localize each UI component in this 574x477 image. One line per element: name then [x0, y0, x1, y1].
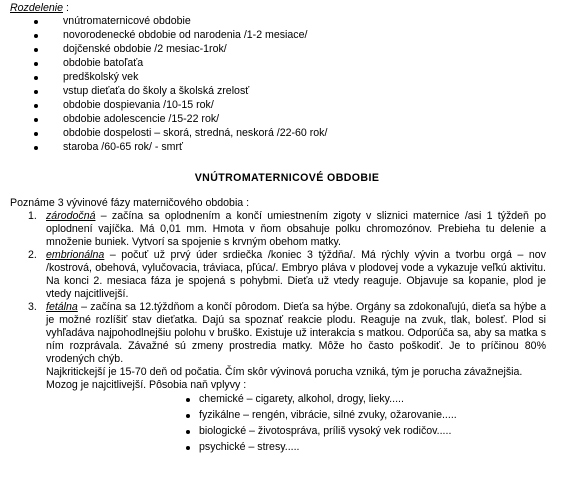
influences-list: [46, 393, 546, 457]
section-title: VNÚTROMATERNICOVÉ OBDOBIE: [194, 172, 380, 184]
list-item: obdobie dospelosti – skorá, stredná, neskorá /22-60 rok/: [22, 127, 327, 141]
phase-text: – začína sa oplodnením a končí umiestnením zigoty v sliznici maternice /asi 1 týždeň po oplodnení vajíčka. Má 0,01 mm. Hmota v ňom obsahuje polku chromozónov. Prebieha tu delenie a množenie buniek. Vytvorí sa spojenie s krvným obehom matky.: [46, 210, 546, 248]
list-item: obdobie adolescencie /15-22 rok/: [22, 113, 327, 127]
phase-item-embryonic: [10, 249, 546, 301]
list-item: vnútromaternicové obdobie: [22, 15, 327, 29]
list-item: psychické – stresy.....: [46, 441, 546, 457]
phase-number: 3.: [28, 301, 37, 313]
list-item: vstup dieťaťa do školy a školská zrelosť: [22, 85, 327, 99]
classification-heading-label: Rozdelenie: [10, 2, 64, 14]
classification-heading-suffix: :: [63, 2, 69, 14]
list-item: obdobie dospievania /10-15 rok/: [22, 99, 327, 113]
phase-term: fetálna: [46, 301, 78, 313]
phase-term: embrionálna: [46, 249, 105, 261]
phase-item-fetal: [10, 301, 546, 457]
intro-text: Poznáme 3 vývinové fázy materničového obdobia :: [10, 197, 250, 209]
phase-item-germinal: [10, 210, 546, 249]
classification-heading: [10, 2, 69, 15]
phases-list: [10, 210, 546, 457]
phase-extra-critical: Najkritickejší je 15-70 deň od počatia. Čím skôr vývinová porucha vzniká, tým je porucha závažnejšia.: [46, 366, 523, 378]
list-item: fyzikálne – rengén, vibrácie, silné zvuky, ožarovanie.....: [46, 409, 546, 425]
phase-extra-brain: Mozog je najcitlivejší. Pôsobia naň vplyvy :: [46, 379, 247, 391]
list-item: staroba /60-65 rok/ - smrť: [22, 141, 327, 155]
phase-paragraph: [46, 301, 546, 366]
phase-text: – začína sa 12.týždňom a končí pôrodom. Dieťa sa hýbe. Orgány sa zdokonaľujú, dieťa sa hýbe a je možné rozlíšiť stav dieťatka. Dajú sa spoznať reakcie plodu. Reaguje na zvuk, tlak, bolesť. Plod si vyhľadáva najpohodlnejšiu polohu v bruško. Existuje už interakcia s matkou. Odporúča sa, aby sa matka s ním rozprávala. Závažné sú zmeny prostredia matky. Môže ho často poškodiť. Je to príčinou 80% vrodených chýb.: [46, 301, 546, 365]
list-item: chemické – cigarety, alkohol, drogy, lieky.....: [46, 393, 546, 409]
list-item: predškolský vek: [22, 71, 327, 85]
list-item: novorodenecké obdobie od narodenia /1-2 mesiace/: [22, 29, 327, 43]
phase-term: zárodočná: [46, 210, 96, 222]
life-periods-list: [22, 15, 327, 155]
list-item: biologické – životospráva, príliš vysoký vek rodičov.....: [46, 425, 546, 441]
list-item: dojčenské obdobie /2 mesiac-1rok/: [22, 43, 327, 57]
list-item: obdobie batoľaťa: [22, 57, 327, 71]
phase-number: 2.: [28, 249, 37, 261]
phase-text: – počuť už prvý úder srdiečka /koniec 3 týždňa/. Má rýchly vývin a tvorbu orgá – nov /kostrová, obehová, vylučovacia, tráviaca, pľúca/. Embryo pláva v plodovej vode a vykazuje veľkú aktivitu. Na konci 2. mesiaca fáza je spojená s pohybmi. Dieťa už vtedy reaguje. Objavuje sa kopanie, plod je vtedy najcitlivejší.: [46, 249, 546, 300]
phase-number: 1.: [28, 210, 37, 222]
